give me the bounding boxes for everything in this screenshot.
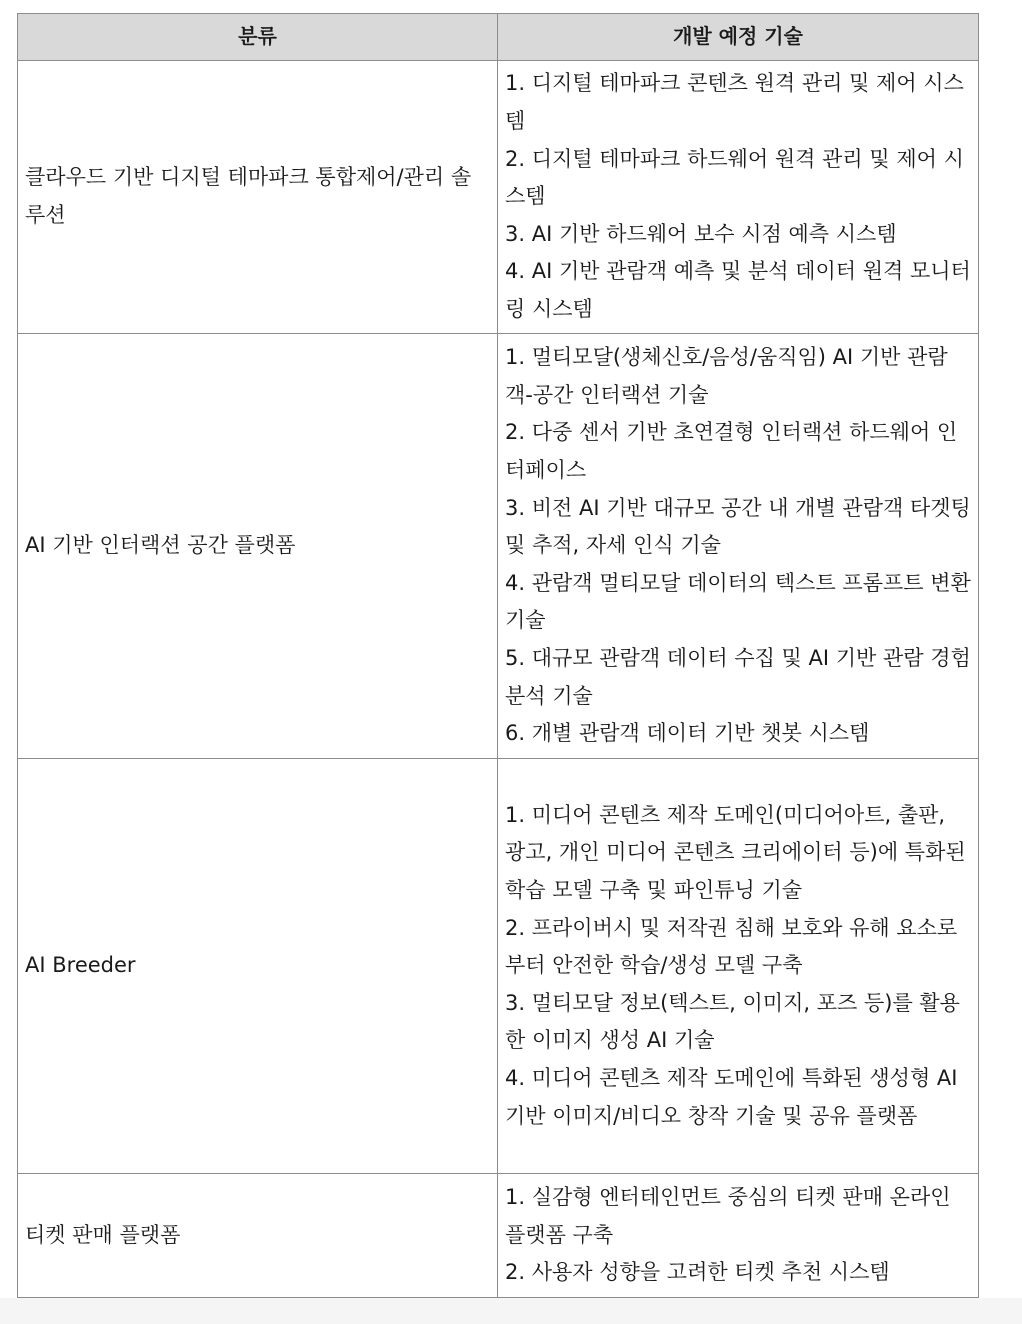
- row-category: 클라우드 기반 디지털 테마파크 통합제어/관리 솔루션: [18, 61, 498, 334]
- tech-item: 4. 미디어 콘텐츠 제작 도메인에 특화된 생성형 AI 기반 이미지/비디오 창작 기술 및 공유 플랫폼: [505, 1065, 958, 1128]
- tech-item: 1. 실감형 엔터테인먼트 중심의 티켓 판매 온라인 플랫폼 구축: [505, 1185, 951, 1247]
- tech-item: 5. 대규모 관람객 데이터 수집 및 AI 기반 관람 경험 분석 기술: [505, 645, 971, 708]
- tech-item: 1. 멀티모달(생체신호/음성/움직임) AI 기반 관람객-공간 인터랙션 기술: [505, 345, 948, 407]
- tech-item: 1. 디지털 테마파크 콘텐츠 원격 관리 및 제어 시스템: [505, 71, 964, 134]
- table-header-row: [18, 14, 979, 61]
- table-row: [18, 61, 979, 334]
- row-category: 티켓 판매 플랫폼: [18, 1174, 498, 1298]
- tech-item: 2. 다중 센서 기반 초연결형 인터랙션 하드웨어 인터페이스: [505, 420, 958, 483]
- tech-item: 2. 디지털 테마파크 하드웨어 원격 관리 및 제어 시스템: [505, 146, 964, 209]
- tech-item: 3. 멀티모달 정보(텍스트, 이미지, 포즈 등)를 활용한 이미지 생성 AI 기술: [505, 990, 960, 1053]
- tech-item: 4. AI 기반 관람객 예측 및 분석 데이터 원격 모니터링 시스템: [505, 259, 971, 321]
- tech-item: 2. 프라이버시 및 저작권 침해 보호와 유해 요소로부터 안전한 학습/생성 모델 구축: [505, 915, 958, 978]
- header-category: 분류: [18, 14, 498, 61]
- row-technologies: [498, 759, 979, 1174]
- row-category: AI 기반 인터랙션 공간 플랫폼: [18, 334, 498, 759]
- row-technologies: [498, 334, 979, 759]
- clipped-preceding-text: [0, 0, 1022, 12]
- row-category: AI Breeder: [18, 759, 498, 1174]
- row-technologies: [498, 61, 979, 334]
- row-technologies: [498, 1174, 979, 1298]
- tech-item: 3. 비전 AI 기반 대규모 공간 내 개별 관람객 타겟팅 및 추적, 자세 인식 기술: [505, 495, 971, 558]
- table-row: [18, 759, 979, 1174]
- tech-item: 6. 개별 관람객 데이터 기반 챗봇 시스템: [505, 721, 870, 746]
- tech-item: 4. 관람객 멀티모달 데이터의 텍스트 프롬프트 변환 기술: [505, 570, 971, 633]
- development-plan-table: [17, 13, 979, 1298]
- tech-item: 1. 미디어 콘텐츠 제작 도메인(미디어아트, 출판, 광고, 개인 미디어 콘텐츠 크리에이터 등)에 특화된 학습 모델 구축 및 파인튜닝 기술: [505, 802, 966, 903]
- page-bottom-margin: [0, 1298, 1022, 1324]
- tech-item: 2. 사용자 성향을 고려한 티켓 추천 시스템: [505, 1260, 890, 1285]
- tech-item: 3. AI 기반 하드웨어 보수 시점 예측 시스템: [505, 221, 897, 246]
- header-technology: 개발 예정 기술: [498, 14, 979, 61]
- table-row: [18, 1174, 979, 1298]
- table-row: [18, 334, 979, 759]
